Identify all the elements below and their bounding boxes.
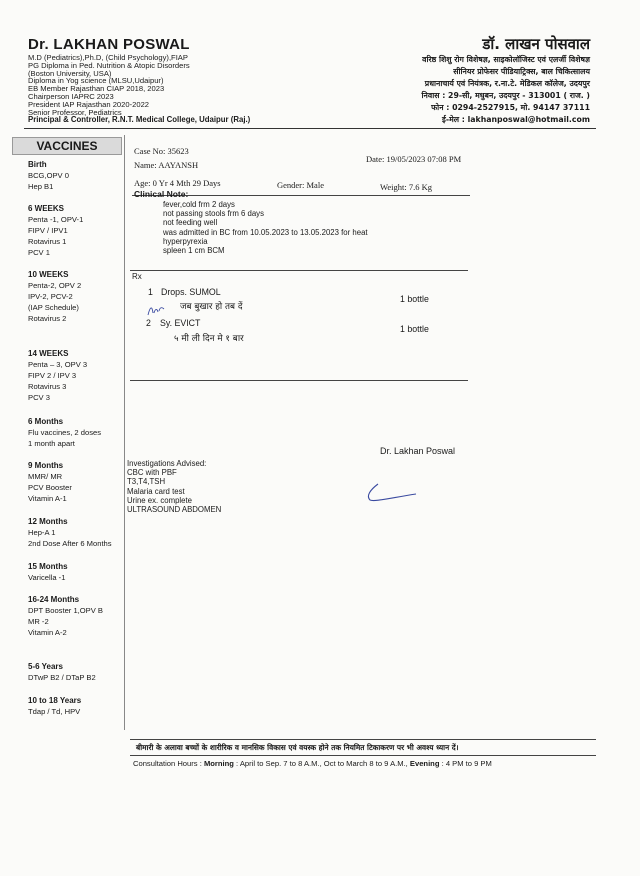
vaccine-item: Tdap / Td, HPV (28, 707, 81, 716)
qualification-line: Senior Professor, Pediatrics (28, 107, 122, 117)
clinical-note-line: not passing stools frm 6 days (163, 209, 264, 219)
rx-item-quantity: 1 bottle (400, 294, 429, 304)
investigation-item: T3,T4,TSH (127, 477, 166, 487)
rx-label: Rx (132, 272, 142, 281)
vaccine-item: Varicella -1 (28, 573, 66, 582)
investigations-section (127, 459, 221, 514)
clinical-note-line: hyperpyrexia (163, 236, 208, 246)
vaccine-group-head: 14 WEEKS (28, 349, 69, 358)
patient-name: Name: AAYANSH (134, 160, 199, 170)
vaccine-item: Flu vaccines, 2 doses (28, 428, 102, 437)
vaccine-item: DPT Booster 1,OPV B (28, 606, 103, 615)
investigations-label: Investigations Advised: (127, 459, 207, 468)
signer-name: Dr. Lakhan Poswal (380, 446, 456, 456)
vaccine-group (28, 561, 128, 583)
hindi-line: वरिष्ठ शिशु रोग विशेषज्ञ, साइकोलॉजिस्ट एवं एलर्जी विशेषज्ञ (422, 55, 590, 64)
vaccine-group (28, 348, 128, 403)
vaccine-group (28, 159, 128, 192)
qualification-line: President IAP Rajasthan 2020-2022 (28, 99, 150, 109)
vaccine-item: FIPV / IPV1 (28, 226, 68, 235)
footer-divider (130, 755, 596, 756)
vaccine-item: Hep-A 1 (28, 528, 56, 537)
vaccine-item: PCV 3 (28, 393, 50, 402)
clinical-note-line: was admitted in BC from 10.05.2023 to 13.05.2023 for heat (163, 227, 368, 237)
vaccine-item: Rotavirus 2 (28, 314, 67, 323)
vaccine-group (28, 203, 128, 258)
vaccine-group (28, 661, 128, 683)
footer-advice: बीमारी के अलावा बच्चों के शारीरिक व मानसिक विकास एवं वयस्क होने तक नियमित टिकाकरण पर भी अवश्य ध्यान दें। (136, 743, 459, 752)
vaccine-item: MMR/ MR (28, 472, 63, 481)
qualification-line: (Boston University, USA) (28, 68, 112, 78)
hindi-line: सीनियर प्रोफेसर पीडियाट्रिक्स, बाल चिकित्सालय (453, 67, 590, 76)
vaccine-item: 2nd Dose After 6 Months (28, 539, 112, 548)
vaccine-item: Penta -1, OPV-1 (28, 215, 84, 224)
investigation-item: Urine ex. complete (127, 495, 193, 505)
consultation-hours (133, 759, 492, 768)
vaccine-group (28, 695, 128, 717)
vaccine-group-head: 12 Months (28, 517, 68, 526)
evening-hours: : 4 PM to 9 PM (441, 759, 492, 768)
vaccine-item: MR -2 (28, 617, 49, 626)
vaccine-group-head: 6 WEEKS (28, 204, 65, 213)
vaccine-group-head: Birth (28, 160, 47, 169)
vaccine-item: DTwP B2 / DTaP B2 (28, 673, 96, 682)
vaccine-item: Penta – 3, OPV 3 (28, 360, 88, 369)
investigation-item: Malaria card test (127, 486, 185, 496)
investigation-item: CBC with PBF (127, 468, 177, 478)
vaccines-title: VACCINES (12, 137, 122, 155)
clinical-note-divider (130, 270, 468, 271)
clinical-note-label: Clinical Note: (134, 189, 189, 199)
vaccine-group (28, 516, 128, 549)
vaccine-item: Rotavirus 1 (28, 237, 67, 246)
vaccine-item: PCV 1 (28, 248, 50, 257)
visit-date: Date: 19/05/2023 07:08 PM (366, 154, 462, 164)
doctor-qualifications (28, 54, 273, 124)
doctor-details-hindi (422, 54, 590, 126)
clinical-note-line: spleen 1 cm BCM (163, 246, 225, 256)
vaccine-item: Vitamin A-1 (28, 494, 67, 503)
vaccine-group (28, 460, 128, 504)
clinical-note-line: not feeding well (163, 218, 218, 228)
rx-item-name: Sy. EVICT (160, 318, 201, 328)
vaccine-item: FIPV 2 / IPV 3 (28, 371, 77, 380)
patient-gender: Gender: Male (277, 180, 324, 190)
qualification-line: M.D (Pediatrics),Ph.D, (Child Psychology),FIAP (28, 53, 188, 62)
handwritten-mark (146, 303, 166, 319)
clinical-note-text (163, 200, 368, 255)
vaccine-group (28, 594, 128, 638)
vaccine-item: 1 month apart (28, 439, 75, 448)
vaccine-group-head: 16-24 Months (28, 595, 80, 604)
qualification-line: PG Diploma in Ped. Nutrition & Atopic Disorders (28, 60, 190, 70)
vaccine-group-head: 15 Months (28, 562, 68, 571)
vaccine-item: Vitamin A-2 (28, 628, 67, 637)
hindi-line: प्रधानाचार्य एवं नियंत्रक, र.ना.टे. मेडिकल कॉलेज, उदयपुर (424, 79, 590, 88)
rx-divider (130, 380, 468, 381)
header-divider (24, 128, 596, 129)
signature (364, 482, 420, 508)
vaccine-group (28, 416, 128, 449)
hindi-line: ई-मेल : lakhanposwal@hotmail.com (442, 115, 590, 124)
vaccine-group (28, 269, 128, 324)
consultation-label: Consultation Hours : (133, 759, 202, 768)
vaccine-item: (IAP Schedule) (28, 303, 79, 312)
vaccine-item: Rotavirus 3 (28, 382, 67, 391)
clinical-note-line: fever,cold frm 2 days (163, 200, 235, 209)
qualification-line: Chairperson IAPRC 2023 (28, 91, 114, 101)
rx-item-instruction: ५ मी ली दिन मे १ बार (174, 334, 244, 344)
vaccine-group-head: 10 WEEKS (28, 270, 69, 279)
vaccine-group-head: 6 Months (28, 417, 64, 426)
rx-item-instruction: जब बुखार हो तब दें (180, 302, 243, 312)
qualification-line: Diploma in Yog science (MLSU,Udaipur) (28, 76, 164, 86)
vaccine-item: PCV Booster (28, 483, 72, 492)
qualification-line: EB Member Rajasthan CIAP 2018, 2023 (28, 84, 165, 94)
evening-label: Evening (409, 759, 440, 768)
investigation-item: ULTRASOUND ABDOMEN (127, 505, 222, 515)
morning-hours: : April to Sep. 7 to 8 A.M., Oct to March 8 to 9 A.M., (236, 759, 408, 768)
footer-top-divider (130, 739, 596, 740)
vaccine-group-head: 10 to 18 Years (28, 696, 82, 705)
case-number: Case No: 35623 (134, 146, 189, 156)
morning-label: Morning (203, 759, 234, 768)
vaccine-item: Hep B1 (28, 182, 54, 191)
vaccine-item: BCG,OPV 0 (28, 171, 69, 180)
vaccine-group-head: 9 Months (28, 461, 64, 470)
vaccine-group-head: 5-6 Years (28, 662, 63, 671)
rx-item-number: 1 (148, 287, 153, 297)
rx-item-name: Drops. SUMOL (161, 287, 221, 297)
doctor-name: Dr. LAKHAN POSWAL (28, 36, 190, 53)
rx-item-quantity: 1 bottle (400, 324, 429, 334)
hindi-line: निवास : 29-सी, मधुबन, उदयपुर - 313001 ( राज. ) (421, 91, 590, 100)
doctor-name-hindi: डॉ. लाखन पोसवाल (482, 35, 590, 53)
vaccine-item: IPV-2, PCV-2 (28, 292, 73, 301)
hindi-line: फोन : 0294-2527915, मो. 94147 37111 (431, 103, 590, 112)
patient-weight: Weight: 7.6 Kg (380, 182, 432, 192)
doctor-position: Principal & Controller, R.N.T. Medical College, Udaipur (Raj.) (28, 115, 251, 125)
vaccine-item: Penta-2, OPV 2 (28, 281, 82, 290)
rx-item-number: 2 (146, 318, 151, 328)
patient-age: Age: 0 Yr 4 Mth 29 Days (134, 178, 221, 188)
